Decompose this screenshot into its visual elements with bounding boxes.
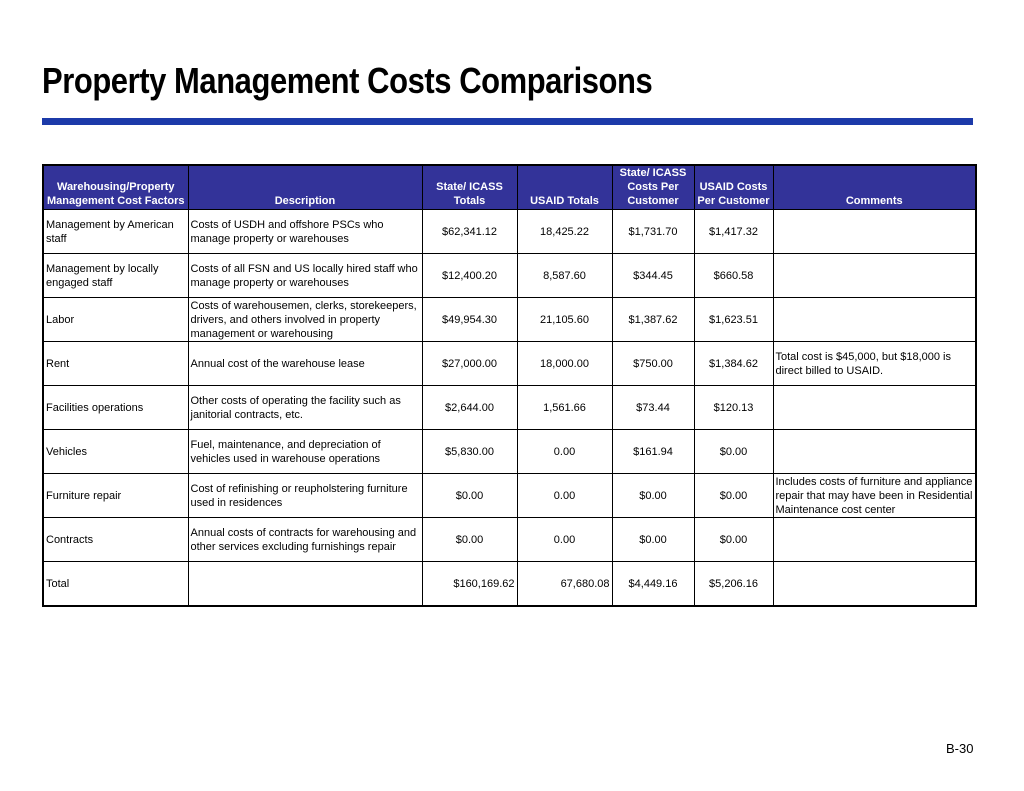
cell-usaid-total: 8,587.60 [517, 254, 612, 298]
cell-description: Cost of refinishing or reupholstering furniture used in residences [188, 474, 422, 518]
cell-description: Costs of all FSN and US locally hired staff who manage property or warehouses [188, 254, 422, 298]
cell-state-per: $0.00 [612, 474, 694, 518]
cell-state-per: $0.00 [612, 518, 694, 562]
cell-factor: Facilities operations [43, 386, 188, 430]
cell-factor: Vehicles [43, 430, 188, 474]
cell-usaid-total: 0.00 [517, 518, 612, 562]
cell-usaid-per: $1,384.62 [694, 342, 773, 386]
header-usaid-totals: USAID Totals [517, 165, 612, 210]
table-row [43, 386, 976, 430]
header-cost-factor: Warehousing/Property Management Cost Factors [43, 165, 188, 210]
table-header-row [43, 165, 976, 210]
page-title: Property Management Costs Comparisons [42, 60, 653, 101]
cell-comments [773, 298, 976, 342]
cell-factor: Furniture repair [43, 474, 188, 518]
title-rule [42, 118, 973, 125]
cell-description: Annual cost of the warehouse lease [188, 342, 422, 386]
cell-factor: Rent [43, 342, 188, 386]
costs-table [42, 164, 977, 607]
cell-description: Costs of warehousemen, clerks, storekeepers, drivers, and others involved in property management or warehousing [188, 298, 422, 342]
table-row [43, 298, 976, 342]
cell-description: Fuel, maintenance, and depreciation of vehicles used in warehouse operations [188, 430, 422, 474]
cell-state-total: $5,830.00 [422, 430, 517, 474]
cell-state-per: $1,731.70 [612, 210, 694, 254]
cell-usaid-per: $5,206.16 [694, 562, 773, 607]
table-row [43, 474, 976, 518]
cell-usaid-per: $1,417.32 [694, 210, 773, 254]
header-usaid-per-customer: USAID Costs Per Customer [694, 165, 773, 210]
cell-factor: Contracts [43, 518, 188, 562]
cell-state-per: $161.94 [612, 430, 694, 474]
cell-state-per: $4,449.16 [612, 562, 694, 607]
cell-state-total: $12,400.20 [422, 254, 517, 298]
cell-comments: Includes costs of furniture and appliance repair that may have been in Residential Maintenance cost center [773, 474, 976, 518]
table-row [43, 254, 976, 298]
cell-description [188, 562, 422, 607]
table-total-row [43, 562, 976, 607]
table-row [43, 210, 976, 254]
header-state-totals: State/ ICASS Totals [422, 165, 517, 210]
cell-comments: Total cost is $45,000, but $18,000 is direct billed to USAID. [773, 342, 976, 386]
table-row [43, 342, 976, 386]
header-state-per-customer: State/ ICASS Costs Per Customer [612, 165, 694, 210]
cell-usaid-per: $0.00 [694, 518, 773, 562]
cell-usaid-total: 18,425.22 [517, 210, 612, 254]
cell-comments [773, 210, 976, 254]
cell-state-per: $344.45 [612, 254, 694, 298]
cell-state-total: $160,169.62 [422, 562, 517, 607]
cell-state-total: $62,341.12 [422, 210, 517, 254]
cell-state-total: $0.00 [422, 474, 517, 518]
cell-state-total: $49,954.30 [422, 298, 517, 342]
cell-usaid-per: $660.58 [694, 254, 773, 298]
cell-state-per: $1,387.62 [612, 298, 694, 342]
cell-usaid-per: $0.00 [694, 430, 773, 474]
cell-comments [773, 518, 976, 562]
cell-usaid-total: 1,561.66 [517, 386, 612, 430]
page-number: B-30 [946, 741, 974, 756]
header-description: Description [188, 165, 422, 210]
cell-state-total: $2,644.00 [422, 386, 517, 430]
table-row [43, 430, 976, 474]
cell-usaid-total: 18,000.00 [517, 342, 612, 386]
cell-state-per: $750.00 [612, 342, 694, 386]
cell-factor: Management by American staff [43, 210, 188, 254]
cell-usaid-total: 67,680.08 [517, 562, 612, 607]
cell-comments [773, 562, 976, 607]
cell-comments [773, 430, 976, 474]
cell-state-total: $0.00 [422, 518, 517, 562]
cell-usaid-per: $0.00 [694, 474, 773, 518]
cell-state-per: $73.44 [612, 386, 694, 430]
cell-factor: Labor [43, 298, 188, 342]
cell-factor: Total [43, 562, 188, 607]
header-comments: Comments [773, 165, 976, 210]
cell-comments [773, 386, 976, 430]
cell-state-total: $27,000.00 [422, 342, 517, 386]
cell-usaid-total: 21,105.60 [517, 298, 612, 342]
cell-usaid-per: $120.13 [694, 386, 773, 430]
cell-comments [773, 254, 976, 298]
cell-description: Annual costs of contracts for warehousing and other services excluding furnishings repair [188, 518, 422, 562]
cell-usaid-per: $1,623.51 [694, 298, 773, 342]
cell-usaid-total: 0.00 [517, 430, 612, 474]
cell-factor: Management by locally engaged staff [43, 254, 188, 298]
cell-description: Other costs of operating the facility such as janitorial contracts, etc. [188, 386, 422, 430]
table-row [43, 518, 976, 562]
cell-usaid-total: 0.00 [517, 474, 612, 518]
cell-description: Costs of USDH and offshore PSCs who manage property or warehouses [188, 210, 422, 254]
